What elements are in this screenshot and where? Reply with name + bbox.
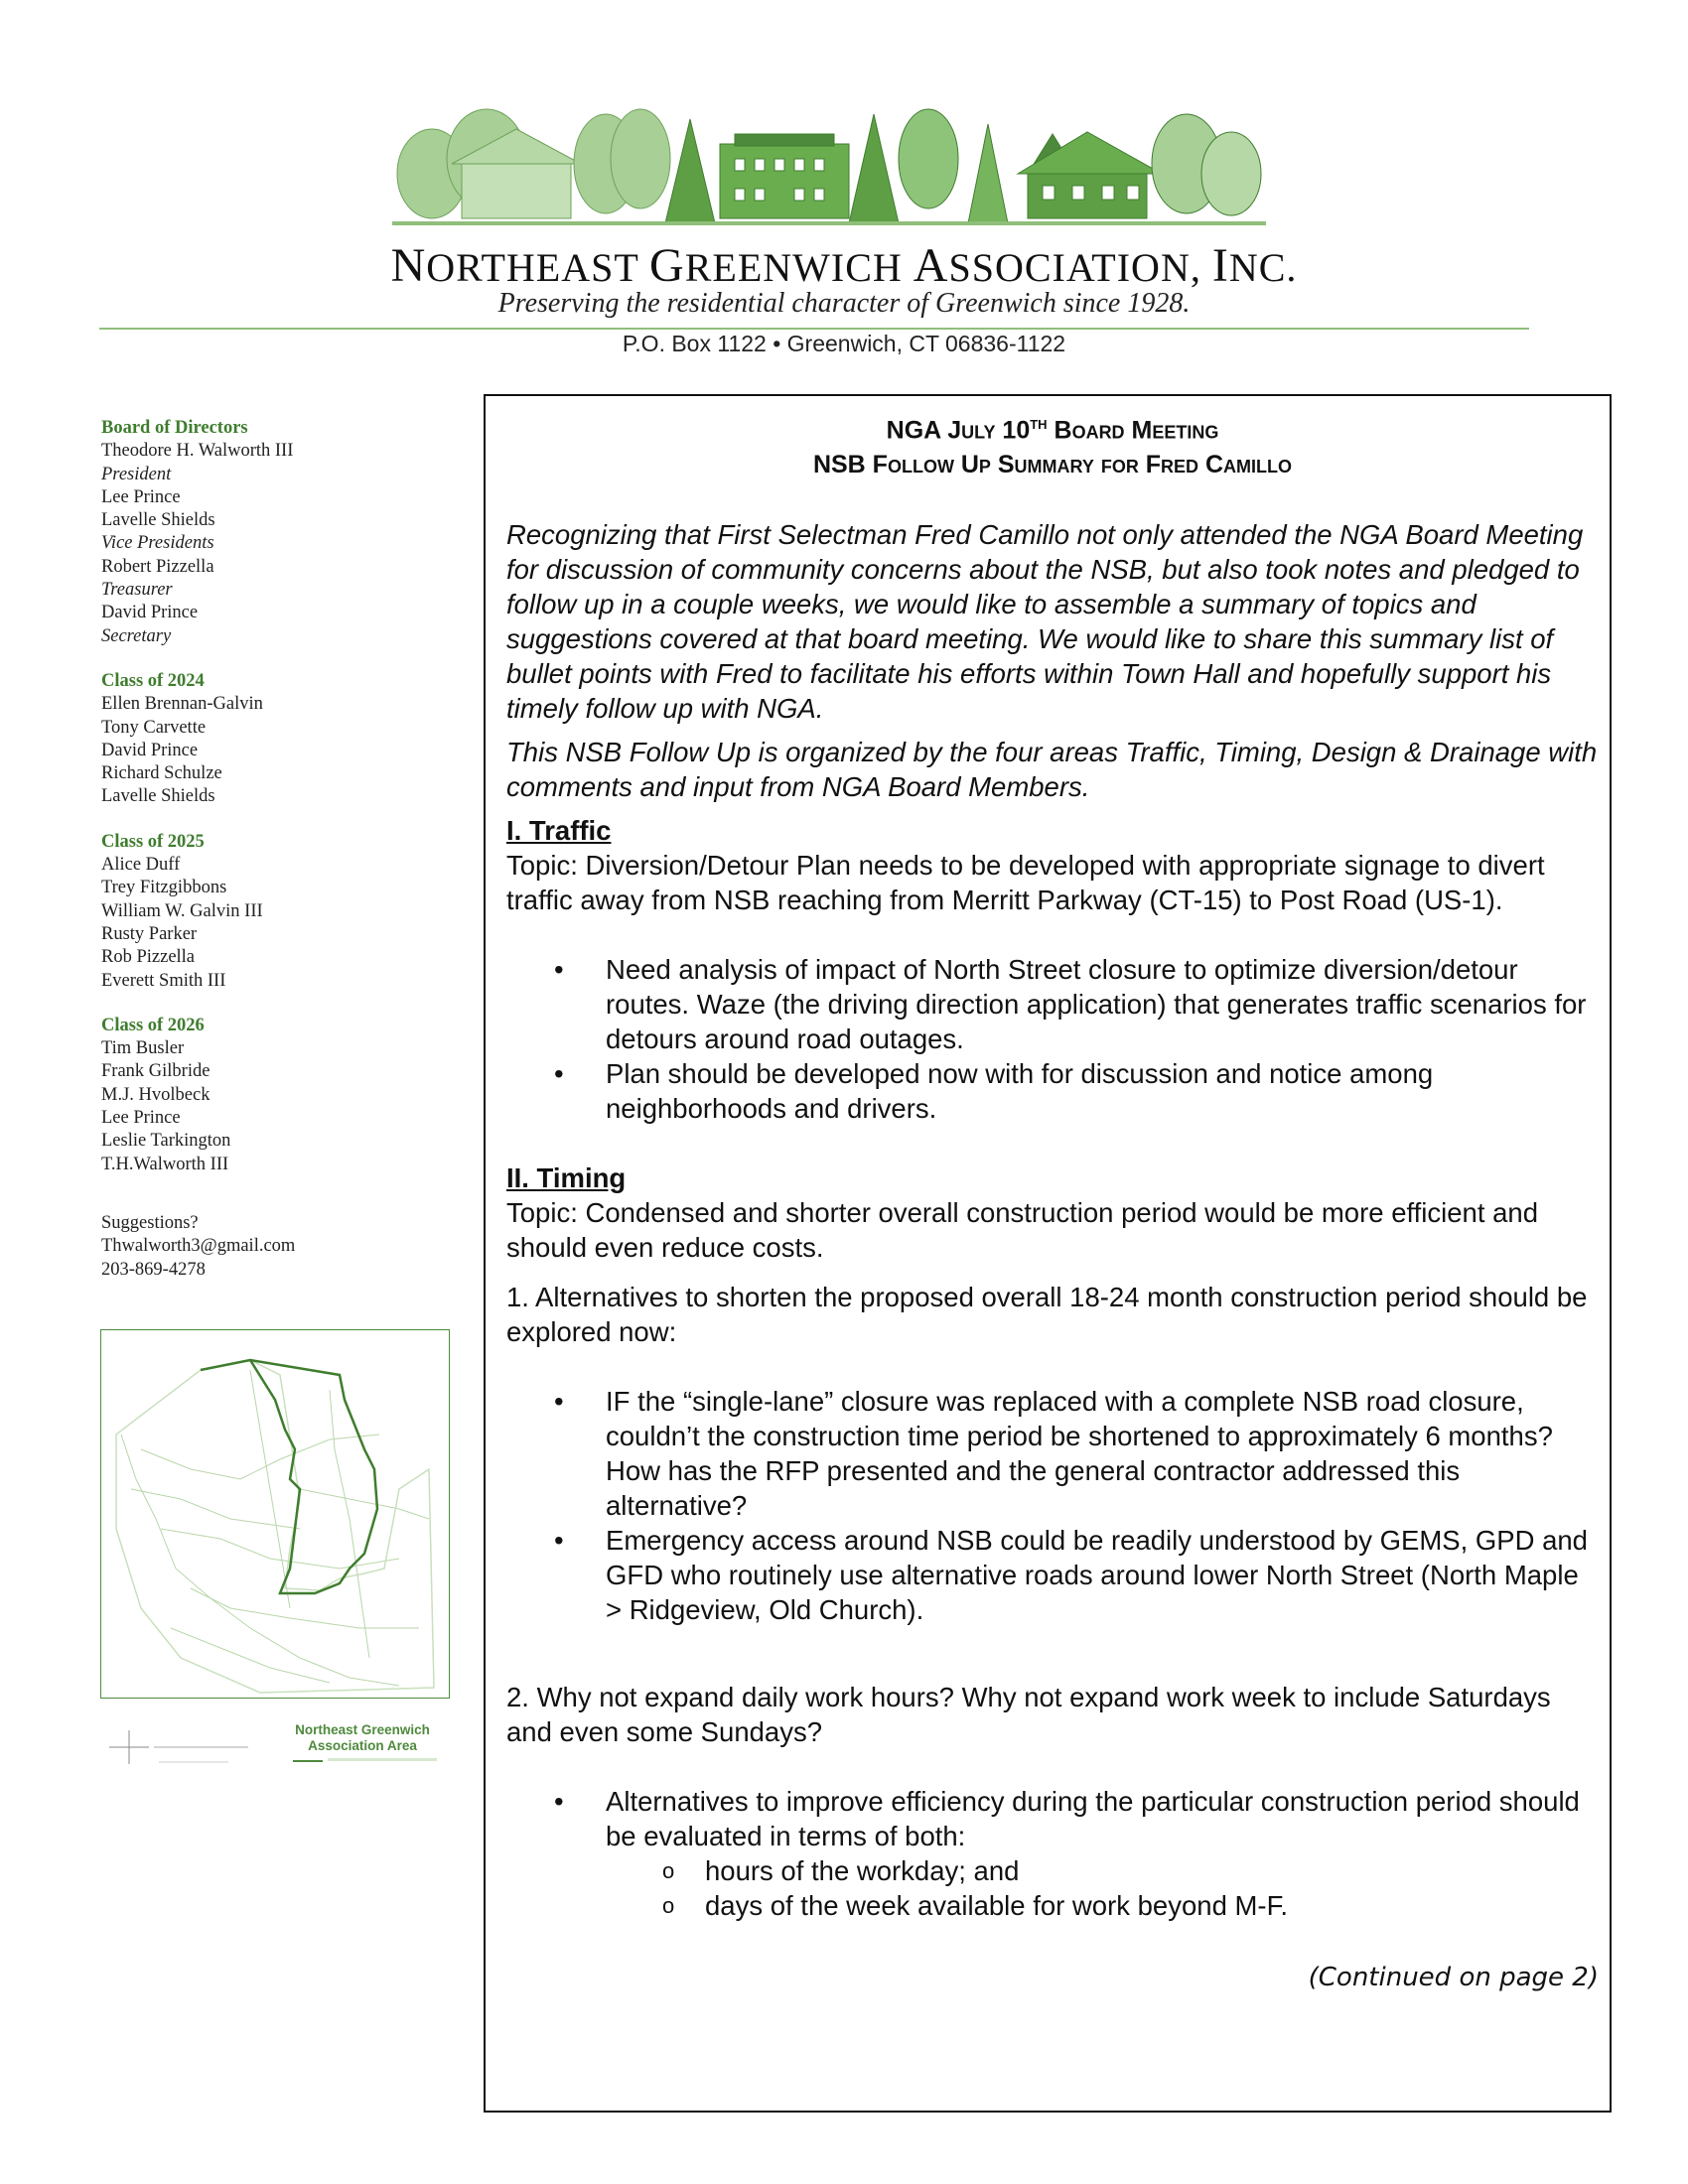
board-list [101,440,439,648]
class-2026-list [101,1037,439,1176]
class-member: Tim Busler [101,1038,185,1059]
area-map [100,1329,450,1699]
map-legend [99,1722,447,1782]
class-member: Lavelle Shields [101,786,215,807]
board-role: Treasurer [101,580,173,601]
class-member: Tony Carvette [101,717,207,738]
header-illustration [392,104,1266,238]
suggestions-label: Suggestions? [101,1212,199,1233]
list-item: o days of the week available for work beyond M-F. [662,1890,1288,1922]
board-heading: Board of Directors [101,418,248,438]
board-member: Theodore H. Walworth III [101,441,294,462]
suggestions-email[interactable]: Thwalworth3@gmail.com [101,1236,296,1257]
list-item: • Emergency access around NSB could be readily understood by GEMS, GPD and GFD who routinely use alternative roads around lower North Street (North Maple > Ridgeview, Old Church). [554,1525,1588,1626]
circle-bullet-icon: o [662,1858,675,1884]
class-member: T.H.Walworth III [101,1154,229,1174]
org-word-1: NORTHEAST [390,239,650,292]
list-item: • Alternatives to improve efficiency during the particular construction period should be evaluated in terms of both: [554,1786,1580,1852]
timing-item-2: 2. Why not expand daily work hours? Why not expand work week to include Saturdays and even some Sundays? [506,1682,1551,1748]
board-role: President [101,464,172,484]
timing-heading: II. Timing [506,1162,627,1194]
class-member: Richard Schulze [101,763,222,784]
main-content [506,407,1599,1995]
document-subtitle: NSB Follow Up Summary for Fred Camillo [812,451,1293,479]
bullet-icon: • [554,1786,564,1818]
class-member: Lee Prince [101,1108,181,1129]
header-divider [99,328,1529,330]
board-member: Robert Pizzella [101,556,214,577]
class-member: William W. Galvin III [101,900,263,921]
org-word-3: ASSOCIATION, [913,239,1212,292]
list-item: • Plan should be developed now with for discussion and notice among neighborhoods and drivers. [554,1058,1434,1125]
org-word-2: GREENWICH [649,239,914,292]
traffic-bullets [506,952,1599,1126]
timing-topic: Topic: Condensed and shorter overall construction period would be more efficient and should even reduce costs. [506,1197,1538,1264]
class-2025-list [101,854,439,993]
traffic-topic: Topic: Diversion/Detour Plan needs to be developed with appropriate signage to divert traffic away from NSB reaching from Merritt Parkway (CT-15) to Post Road (US-1). [506,850,1545,916]
bullet-icon: • [554,954,564,986]
board-role: Secretary [101,625,172,646]
compass-and-scale-icon [99,1722,258,1782]
class-2026-heading: Class of 2026 [101,1015,205,1035]
class-member: Rob Pizzella [101,947,196,968]
class-2024-heading: Class of 2024 [101,670,205,691]
list-item: o hours of the workday; and [662,1855,1020,1887]
timing-item-2-bullets [506,1784,1599,1853]
circle-bullet-icon: o [662,1893,675,1919]
bullet-icon: • [554,1058,564,1090]
tagline: Preserving the residential character of Greenwich since 1928. [497,288,1191,319]
org-word-4: INC. [1211,239,1298,292]
suggestions-phone: 203-869-4278 [101,1259,206,1280]
legend-line-caption [328,1758,437,1761]
board-member: Lavelle Shields [101,510,215,531]
list-item: • IF the “single-lane” closure was replaced with a complete NSB road closure, couldn’t the construction time period be shortened to approximately 6 months? How has the RFP presented and the general contractor addressed this alternative? [554,1386,1553,1522]
class-2024-list [101,693,439,808]
class-member: Leslie Tarkington [101,1131,231,1152]
class-member: Trey Fitzgibbons [101,878,227,898]
timing-item-2-subbullets [506,1853,1599,1923]
traffic-heading: I. Traffic [506,815,612,847]
board-role: Vice Presidents [101,533,214,554]
sidebar [101,417,439,1282]
bullet-icon: • [554,1386,564,1418]
board-member: Lee Prince [101,486,181,507]
class-2025-heading: Class of 2025 [101,831,205,852]
organization-name [0,238,1688,293]
timing-item-1: 1. Alternatives to shorten the proposed overall 18-24 month construction period should be explored now: [506,1282,1588,1348]
class-member: Frank Gilbride [101,1061,211,1082]
bullet-icon: • [554,1525,564,1557]
document-title: NGA July 10TH Board Meeting [886,416,1219,445]
board-member: David Prince [101,603,199,623]
mailing-address: P.O. Box 1122 • Greenwich, CT 06836-1122 [622,331,1066,356]
class-member: M.J. Hvolbeck [101,1084,211,1105]
area-map-outline [101,1330,448,1697]
timing-item-1-bullets [506,1384,1599,1627]
class-member: Rusty Parker [101,923,198,944]
list-item: • Need analysis of impact of North Street closure to optimize diversion/detour routes. Waze (the driving direction application) that generates traffic scenarios for detours around road outages. [554,954,1587,1055]
organization-paragraph: This NSB Follow Up is organized by the four areas Traffic, Timing, Design & Drainage with comments and input from NGA Board Members. [506,737,1598,803]
class-member: David Prince [101,740,199,760]
legend-line-swatch [293,1760,323,1762]
class-member: Ellen Brennan-Galvin [101,694,263,715]
map-legend-title: Northeast Greenwich Association Area [295,1722,430,1753]
continued-note: (Continued on page 2) [1308,1963,1599,1993]
intro-paragraph: Recognizing that First Selectman Fred Camillo not only attended the NGA Board Meeting for discussion of community concerns about the NSB, but also took notes and pledged to follow up in a couple weeks, we would like to assemble a summary of topics and suggestions covered at that board meeting. We would like to share this summary list of bullet points with Fred to facilitate his efforts within Town Hall and hopefully support his timely follow up with NGA. [506,519,1584,725]
class-member: Everett Smith III [101,970,226,991]
class-member: Alice Duff [101,855,181,876]
